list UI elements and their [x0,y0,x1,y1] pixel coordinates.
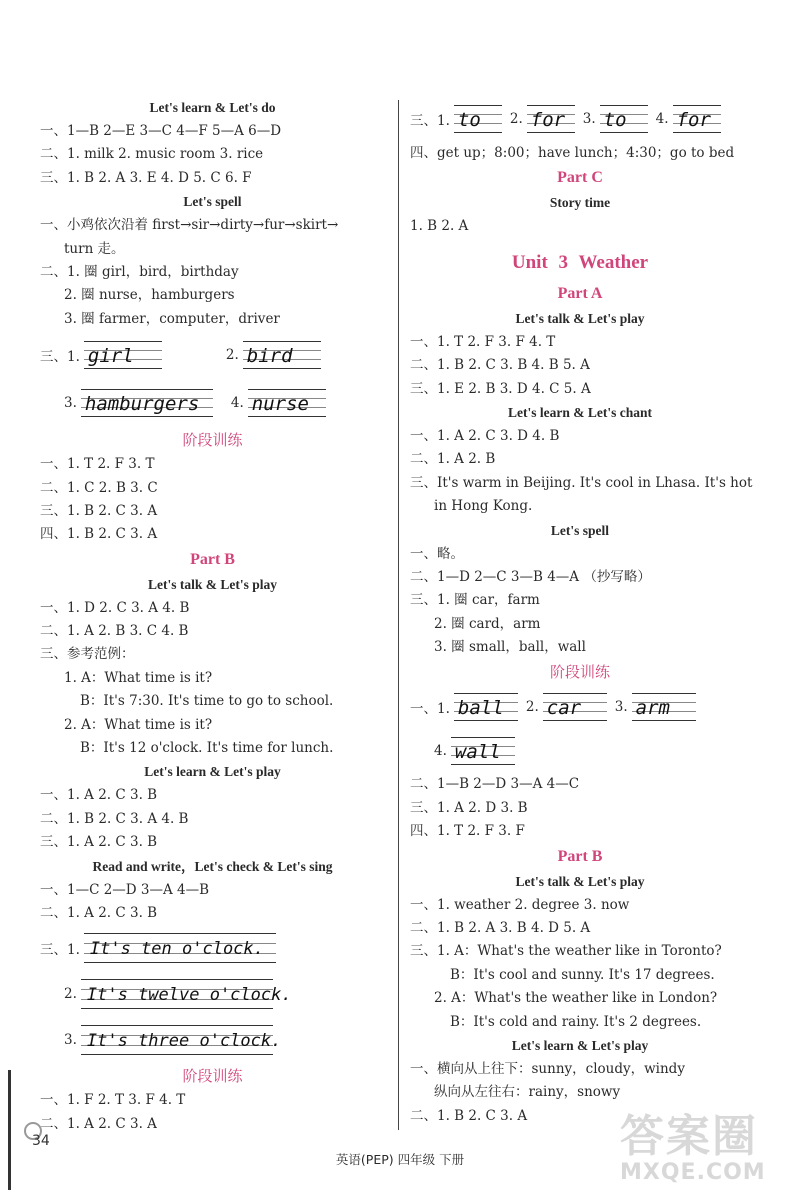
answer-line: 3. 圈 farmer，computer，driver [64,310,280,327]
margin-rule [8,1070,11,1190]
section-title: Let's talk & Let's play [515,873,645,889]
handwritten-sentence: It's ten o'clock. [84,933,276,963]
answer-line: 三、1. B 2. C 3. A [40,502,158,519]
handwriting-row [40,379,385,427]
answer-line: 一、小鸡依次沿着 first→sir→dirty→fur→skirt→ [40,217,339,234]
handwriting-row [410,685,750,729]
answer-line: B：It's cool and sunny. It's 17 degrees. [450,966,715,983]
part-heading: Part B [190,550,235,568]
answer-line: 3. 圈 small，ball，wall [434,639,586,656]
item-number: 三、1. [40,942,80,959]
answer-line: 一、1—B 2—E 3—C 4—F 5—A 6—D [40,123,282,139]
item-number: 2. [225,347,239,364]
handwritten-word: for [673,105,721,133]
answer-line: 三、1. B 2. A 3. E 4. D 5. C 6. F [40,169,252,186]
answer-line: 2. 圈 card，arm [434,615,541,632]
answer-line: 一、1. T 2. F 3. F 4. T [410,333,556,350]
left-column [40,96,385,1136]
answer-line: 二、1—B 2—D 3—A 4—C [410,776,580,793]
book-footer: 英语(PEP) 四年级 下册 [335,1152,465,1167]
answer-line: 2. 圈 nurse，hamburgers [64,287,235,304]
handwriting-row [40,331,385,379]
section-title: Let's talk & Let's play [147,576,277,592]
handwriting-row [40,1017,385,1063]
answer-line: 一、1. A 2. C 3. D 4. B [410,427,560,444]
answer-line: 二、1. A 2. B 3. C 4. B [40,623,189,640]
answer-line: 二、1. B 2. A 3. B 4. D 5. A [410,920,591,937]
answer-line: 三、It's warm in Beijing. It's cool in Lhasa. It's hot [410,474,753,491]
handwritten-word: bird [243,341,321,369]
handwritten-sentence: It's twelve o'clock. [81,979,273,1009]
item-number: 3. [614,699,628,716]
answer-line: 二、1. A 2. C 3. B [40,904,158,921]
answer-line: 三、参考范例： [40,646,135,663]
section-title: Let's learn & Let's play [144,764,281,780]
item-number: 3. [582,111,596,127]
handwritten-word: nurse [248,389,326,417]
answer-line: 一、略。 [410,545,464,562]
section-title: Let's learn & Let's play [511,1037,649,1053]
answer-line: 一、1—C 2—D 3—A 4—B [40,881,210,898]
handwritten-word: hamburgers [81,389,213,417]
answer-line: B：It's 7:30. It's time to go to school. [80,693,334,710]
item-number: 4. [655,111,669,127]
handwritten-word: ball [454,693,518,721]
part-heading: Part A [557,284,603,302]
item-number: 2. [509,111,523,127]
answer-line: 一、1. A 2. C 3. B [40,787,158,804]
part-heading: Part B [557,847,603,865]
handwriting-row [410,729,750,773]
answer-line: 四、1. B 2. C 3. A [40,526,158,543]
stage-heading: 阶段训练 [182,1067,243,1086]
handwritten-word: to [600,105,648,133]
item-number: 3. [64,1032,77,1049]
item-number: 4. [434,743,447,760]
item-number: 2. [64,986,77,1003]
part-heading: Part C [557,169,603,187]
answer-line: 三、1. E 2. B 3. D 4. C 5. A [410,380,591,397]
item-number: 3. [64,395,77,412]
answer-line: 二、1. A 2. C 3. A [40,1115,157,1132]
answer-line: 二、1. B 2. C 3. A 4. B [40,810,189,827]
page-number: 34 [32,1133,50,1149]
site-watermark [620,1100,766,1185]
answer-line: 二、1—D 2—C 3—B 4—A （抄写略） [410,568,651,585]
item-number: 4. [230,395,244,412]
section-title: Read and write，Let's check & Let's sing [92,858,333,874]
answer-line: 二、1. C 2. B 3. C [40,479,158,496]
handwritten-sentence: It's three o'clock. [81,1025,273,1055]
handwriting-row [410,96,750,142]
section-title: Let's learn & Let's chant [508,404,652,420]
item-number: 三、1. [410,113,450,129]
section-title: Let's spell [550,522,610,538]
column-divider [398,100,399,1130]
answer-line: 一、1. T 2. F 3. T [40,456,155,473]
answer-line: 一、横向从上往下：sunny，cloudy，windy [410,1060,685,1077]
handwritten-word: for [527,105,575,133]
stage-heading: 阶段训练 [182,431,243,450]
answer-line: B：It's cold and rainy. It's 2 degrees. [450,1013,702,1030]
answer-line: B：It's 12 o'clock. It's time for lunch. [80,740,334,757]
answer-line: 二、1. A 2. B [410,451,496,468]
answer-line: 2. A：What time is it? [64,716,213,733]
item-number: 一、1. [410,701,450,718]
answer-line: 四、1. T 2. F 3. F [410,823,525,840]
handwritten-word: girl [84,341,162,369]
answer-line: 二、1. 圈 girl，bird，birthday [40,263,239,280]
section-title: Story time [549,195,611,211]
answer-line: 2. A：What's the weather like in London? [434,990,718,1007]
handwritten-word: to [454,105,502,133]
answer-line: 二、1. milk 2. music room 3. rice [40,146,264,163]
section-title: Let's talk & Let's play [515,310,645,326]
answer-line: 四、get up；8:00；have lunch；4:30；go to bed [410,145,735,161]
answer-line: 一、1. weather 2. degree 3. now [410,896,630,913]
answer-line: 1. A：What time is it? [64,669,213,686]
stage-heading: 阶段训练 [549,663,610,682]
handwriting-row [40,925,385,971]
item-number: 三、1. [40,349,80,366]
answer-line: turn 走。 [64,240,125,257]
watermark-url: MXQE.COM [620,1160,766,1185]
watermark-logo: 答案圈 [620,1111,758,1162]
answer-line: 二、1. B 2. C 3. A [410,1107,528,1124]
section-title: Let's learn & Let's do [149,100,276,115]
handwritten-word: car [543,693,607,721]
handwritten-word: arm [632,693,696,721]
answer-line: 三、1. A 2. C 3. B [40,834,158,851]
item-number: 2. [525,699,539,716]
answer-line: 三、1. A：What's the weather like in Toronto? [410,943,722,960]
answer-line: 三、1. A 2. D 3. B [410,799,528,816]
handwriting-row [40,971,385,1017]
answer-line: 一、1. D 2. C 3. A 4. B [40,599,190,616]
handwritten-word: wall [451,737,515,765]
answer-line: in Hong Kong. [434,498,533,515]
answer-line: 1. B 2. A [410,218,469,235]
answer-line: 三、1. 圈 car，farm [410,592,540,609]
right-column [410,96,753,1128]
answer-line: 一、1. F 2. T 3. F 4. T [40,1092,186,1109]
answer-line: 二、1. B 2. C 3. B 4. B 5. A [410,357,590,374]
answer-line: 纵向从左往右：rainy，snowy [434,1084,621,1101]
section-title: Let's spell [183,194,242,210]
unit-heading: Unit 3 Weather [511,251,649,273]
